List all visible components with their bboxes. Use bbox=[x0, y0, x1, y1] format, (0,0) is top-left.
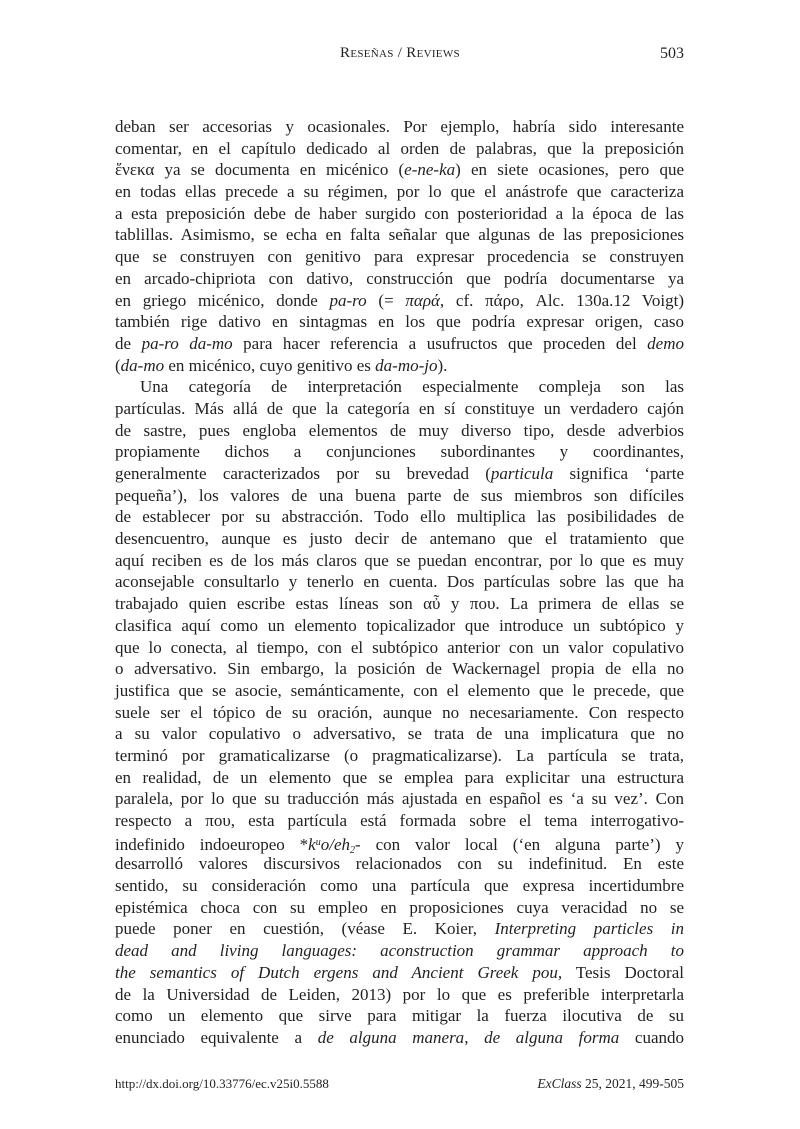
text-line bbox=[115, 398, 684, 420]
italic-text: demo bbox=[647, 333, 684, 353]
text-line bbox=[115, 940, 684, 962]
text-line bbox=[115, 593, 684, 615]
italic-text: particula bbox=[490, 464, 554, 483]
italic-text: de alguna forma bbox=[484, 1027, 620, 1047]
text-segment: Una categoría de interpretación especialmente compleja son las bbox=[140, 377, 684, 397]
text-segment: , cf. πάρο, Alc. 130a.12 Voigt) bbox=[439, 290, 684, 310]
text-line bbox=[115, 810, 684, 832]
italic-text: da-mo-jo bbox=[375, 355, 438, 375]
italic-text: o/eh bbox=[320, 834, 350, 854]
text-line bbox=[115, 832, 684, 854]
text-segment: indefinido indoeuropeo * bbox=[115, 834, 309, 854]
text-segment: ἕνεκα ya se documenta en micénico ( bbox=[115, 160, 405, 180]
text-line bbox=[115, 181, 684, 203]
italic-text: da-mo bbox=[120, 355, 165, 375]
text-segment: de bbox=[115, 333, 142, 353]
text-segment: aconsejable consultarlo y tenerlo en cuenta. Dos partículas sobre las que ha bbox=[115, 572, 684, 592]
text-segment: ( bbox=[115, 355, 121, 375]
text-segment: de la Universidad de Leiden, 2013) por lo que es preferible interpretarla bbox=[115, 984, 684, 1004]
text-segment: también rige dativo en sintagmas en los que podría expresar origen, caso bbox=[115, 312, 684, 332]
text-line bbox=[115, 246, 684, 268]
text-line bbox=[115, 116, 684, 138]
text-line bbox=[115, 680, 684, 702]
text-segment: generalmente caracterizados por su brevedad ( bbox=[115, 464, 491, 483]
sup-text: u bbox=[315, 836, 321, 848]
text-segment: a su valor copulativo o adversativo, se trata de una implicatura que no bbox=[115, 724, 684, 744]
text-line bbox=[115, 897, 684, 919]
text-segment: significa ‘parte bbox=[553, 464, 684, 483]
italic-text: dead and living languages: aconstruction grammar approach to bbox=[115, 941, 684, 961]
text-line bbox=[115, 1005, 684, 1027]
text-line bbox=[115, 637, 684, 659]
text-segment: en realidad, de un elemento que se emplea para explicitar una estructura bbox=[115, 767, 684, 787]
text-line bbox=[115, 506, 684, 528]
text-segment: o adversativo. Sin embargo, la posición de Wackernagel propia de ella no bbox=[115, 659, 684, 679]
text-line bbox=[115, 485, 684, 507]
text-line bbox=[115, 853, 684, 875]
page-number: 503 bbox=[660, 45, 684, 62]
text-line bbox=[115, 571, 684, 593]
text-line bbox=[115, 528, 684, 550]
text-line bbox=[115, 1027, 684, 1049]
text-segment: partículas. Más allá de que la categoría en sí constituye un verdadero cajón bbox=[115, 398, 684, 418]
text-segment: paralela, por lo que su traducción más ajustada en español es ‘a su vez’. Con bbox=[115, 789, 684, 809]
text-segment: de establecer por su abstracción. Todo ello multiplica las posibilidades de bbox=[115, 507, 684, 527]
text-segment: en todas ellas precede a su régimen, por lo que el anástrofe que caracteriza bbox=[115, 182, 684, 202]
text-line bbox=[115, 767, 684, 789]
text-segment: pequeña’), los valores de una buena parte de sus miembros son difíciles bbox=[115, 485, 684, 505]
text-segment: (= bbox=[366, 290, 406, 310]
text-segment: - con valor local (‘en alguna parte’) y bbox=[355, 834, 684, 854]
text-segment: respecto a που, esta partícula está formada sobre el tema interrogativo- bbox=[115, 811, 684, 830]
italic-text: παρά bbox=[405, 290, 440, 310]
text-line bbox=[115, 311, 684, 333]
journal-citation bbox=[537, 1076, 684, 1092]
text-line bbox=[115, 159, 684, 181]
text-line bbox=[115, 224, 684, 246]
text-segment: Tesis Doctoral bbox=[562, 962, 684, 982]
text-line bbox=[115, 268, 684, 290]
sub-text: 2 bbox=[350, 844, 355, 856]
text-segment: trabajado quien escribe estas líneas son αὖ y που. La primera de ellas se bbox=[115, 594, 684, 614]
italic-text: pa-ro bbox=[329, 290, 367, 310]
text-line bbox=[115, 550, 684, 572]
citation-details: 25, 2021, 499-505 bbox=[581, 1076, 684, 1091]
text-segment: ) en siete ocasiones, pero que bbox=[455, 160, 684, 180]
text-line bbox=[115, 420, 684, 442]
text-segment: de sastre, pues engloba elementos de muy diverso tipo, desde adverbios bbox=[115, 420, 684, 440]
text-line bbox=[115, 875, 684, 897]
text-line bbox=[115, 355, 684, 377]
text-line bbox=[115, 615, 684, 637]
text-segment: que se construyen con genitivo para expresar procedencia se construyen bbox=[115, 247, 684, 267]
text-segment: que lo conecta, al tiempo, con el subtópico anterior con un valor copulativo bbox=[115, 637, 684, 657]
italic-text: Interpreting particles in bbox=[494, 919, 684, 939]
text-line bbox=[115, 918, 684, 940]
text-segment: desencuentro, aunque es justo decir de antemano que el tratamiento que bbox=[115, 529, 684, 549]
text-segment: a esta preposición debe de haber surgido con posterioridad a la época de las bbox=[115, 203, 684, 223]
text-segment: deban ser accesorias y ocasionales. Por ejemplo, habría sido interesante bbox=[115, 117, 684, 136]
italic-text: k bbox=[308, 834, 316, 854]
text-line bbox=[115, 702, 684, 724]
text-segment: tablillas. Asimismo, se echa en falta señalar que algunas de las preposiciones bbox=[115, 225, 684, 245]
text-segment: suele ser el tópico de su oración, aunque no necesariamente. Con respecto bbox=[115, 702, 684, 722]
italic-text: de alguna manera bbox=[317, 1027, 465, 1047]
text-segment: aquí reciben es de los más claros que se puedan encontrar, por lo que es muy bbox=[115, 550, 684, 570]
text-line bbox=[115, 441, 684, 463]
text-segment: , bbox=[464, 1027, 485, 1047]
text-line bbox=[115, 333, 684, 355]
text-segment: propiamente dichos a conjunciones subordinantes y coordinantes, bbox=[115, 442, 684, 462]
text-segment: como un elemento que sirve para mitigar la fuerza ilocutiva de su bbox=[115, 1006, 684, 1026]
text-segment: puede poner en cuestión, (véase E. Koier, bbox=[115, 919, 495, 939]
text-line bbox=[115, 203, 684, 225]
text-segment: comentar, en el capítulo dedicado al orden de palabras, que la preposición bbox=[115, 138, 684, 158]
text-line bbox=[115, 788, 684, 810]
text-segment: para hacer referencia a usufructos que proceden del bbox=[232, 333, 648, 353]
text-segment: enunciado equivalente a bbox=[115, 1027, 318, 1047]
text-line bbox=[115, 290, 684, 312]
text-segment: en arcado-chipriota con dativo, construcción que podría documentarse ya bbox=[115, 268, 684, 288]
body-text bbox=[115, 116, 684, 1049]
running-header: Reseñas / Reviews bbox=[340, 45, 460, 61]
text-line bbox=[115, 962, 684, 984]
text-segment: justifica que se asocie, semánticamente, con el elemento que le precede, que bbox=[115, 680, 684, 700]
text-line bbox=[115, 463, 684, 485]
journal-name: ExClass bbox=[537, 1076, 582, 1091]
text-line bbox=[115, 984, 684, 1006]
text-line bbox=[115, 376, 684, 398]
text-segment: ). bbox=[437, 355, 448, 375]
text-segment: clasifica aquí como un elemento topicalizador que introduce un subtópico y bbox=[115, 615, 684, 635]
italic-text: pa-ro da-mo bbox=[141, 333, 233, 353]
italic-text: e-ne-ka bbox=[404, 160, 456, 180]
text-segment: epistémica choca con su empleo en proposiciones cuya veracidad no se bbox=[115, 897, 684, 917]
text-segment: cuando bbox=[619, 1027, 684, 1047]
text-segment: desarrolló valores discursivos relacionados con su indefinitud. En este bbox=[115, 854, 684, 874]
text-segment: en griego micénico, donde bbox=[115, 290, 330, 310]
text-line bbox=[115, 658, 684, 680]
text-line bbox=[115, 745, 684, 767]
doi-link[interactable]: http://dx.doi.org/10.33776/ec.v25i0.5588 bbox=[115, 1076, 329, 1091]
text-segment: terminó por gramaticalizarse (o pragmaticalizarse). La partícula se trata, bbox=[115, 745, 684, 765]
text-segment: sentido, su consideración como una partícula que expresa incertidumbre bbox=[115, 876, 684, 896]
italic-text: the semantics of Dutch ergens and Ancient Greek pou, bbox=[115, 962, 563, 982]
text-line bbox=[115, 723, 684, 745]
text-segment: en micénico, cuyo genitivo es bbox=[164, 355, 376, 375]
text-line bbox=[115, 138, 684, 160]
